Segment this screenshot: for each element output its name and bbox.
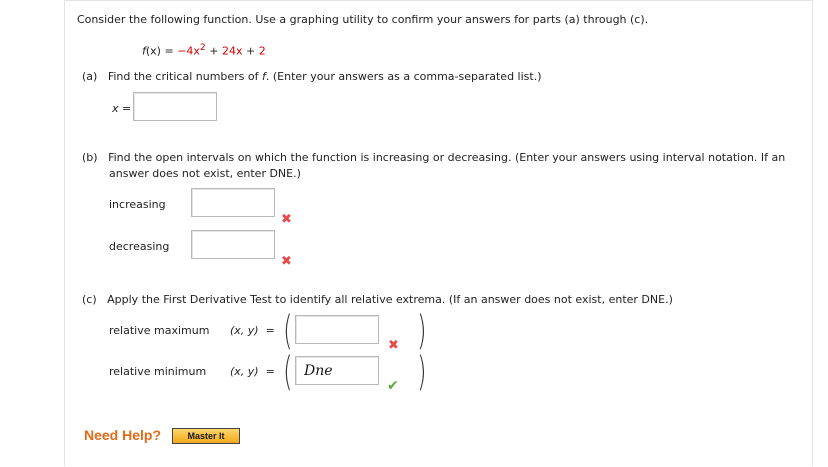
relative-maximum-input[interactable] (296, 316, 378, 343)
function-arg: (x) (145, 44, 161, 58)
relative-maximum-xy: (x, y) = (230, 324, 275, 337)
relative-maximum-input-box (295, 315, 379, 344)
question-intro: Consider the following function. Use a graphing utility to confirm your answers for parts (a) through (c). (77, 13, 649, 26)
min-open-paren: ( (283, 349, 293, 395)
function-term-1: −4x (177, 44, 200, 58)
function-term-3: 2 (258, 44, 266, 58)
part-b-text-line-2: answer does not exist, enter DNE.) (109, 167, 301, 180)
decreasing-input-box (191, 230, 275, 259)
decreasing-input[interactable] (192, 231, 274, 258)
master-it-button[interactable]: Master It (172, 428, 240, 444)
relative-minimum-input[interactable] (296, 357, 378, 384)
decreasing-wrong-icon: ✖ (281, 254, 292, 269)
part-a-text-f: f (262, 70, 266, 83)
function-plus-1: + (205, 44, 222, 58)
part-b-label: (b) (82, 151, 98, 164)
relative-minimum-xy: (x, y) = (230, 365, 275, 378)
increasing-label: increasing (109, 198, 166, 211)
function-term-2: 24x (221, 44, 243, 58)
function-name: f (142, 44, 146, 58)
function-exponent: 2 (199, 42, 206, 53)
max-open-paren: ( (283, 308, 293, 354)
increasing-input[interactable] (192, 189, 274, 216)
min-close-paren: ) (417, 349, 427, 395)
relative-maximum-label: relative maximum (109, 324, 210, 337)
part-c-label: (c) (82, 293, 97, 306)
part-b-question-line-1 (82, 151, 785, 164)
decreasing-label: decreasing (109, 240, 170, 253)
relative-maximum-wrong-icon: ✖ (388, 338, 399, 353)
relative-minimum-label: relative minimum (109, 365, 207, 378)
function-definition (142, 42, 266, 58)
part-c-text: Apply the First Derivative Test to identify all relative extrema. (If an answer does not exist, enter DNE.) (107, 293, 673, 306)
part-a-text-before: Find the critical numbers of (107, 70, 263, 83)
critical-numbers-input-box (133, 92, 217, 121)
part-c-question (82, 293, 673, 306)
part-a-var-label: x = (112, 102, 132, 115)
part-a-question (82, 70, 542, 83)
part-b-text-line-1: Find the open intervals on which the function is increasing or decreasing. (Enter your answers using interval notation. If an (108, 151, 786, 164)
relative-minimum-input-box (295, 356, 379, 385)
function-plus-2: + (242, 44, 259, 58)
relative-minimum-correct-icon: ✔ (387, 378, 399, 394)
part-a-label: (a) (82, 70, 98, 83)
function-equals: = (160, 44, 178, 58)
part-a-text-after: . (Enter your answers as a comma-separated list.) (265, 70, 542, 83)
max-close-paren: ) (417, 308, 427, 354)
need-help-label: Need Help? (84, 427, 162, 443)
increasing-wrong-icon: ✖ (281, 212, 292, 227)
critical-numbers-input[interactable] (134, 93, 216, 120)
increasing-input-box (191, 188, 275, 217)
